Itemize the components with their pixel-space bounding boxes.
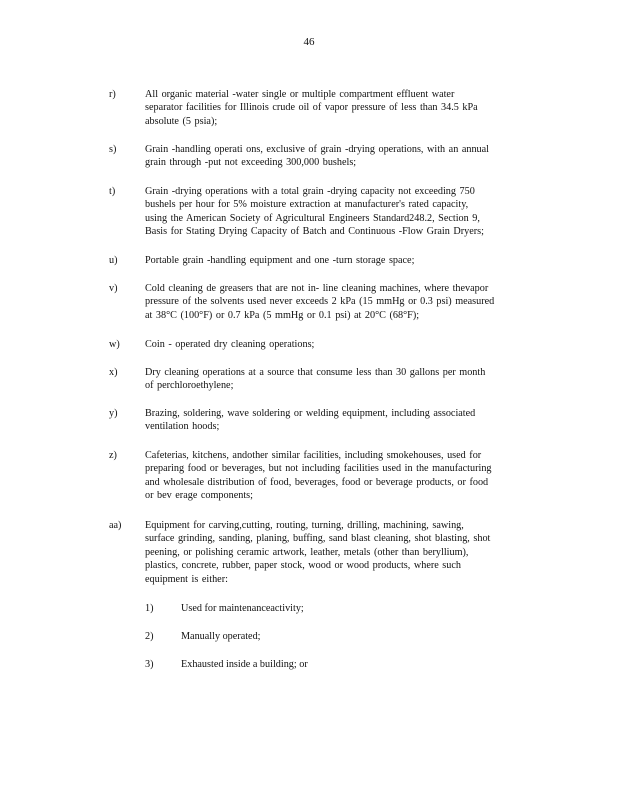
text-line: separator facilities for Illinois crude oil of vapor pressure of less than 34.5 kPa — [145, 102, 478, 114]
item-label: u) — [109, 255, 118, 266]
page-number: 46 — [303, 36, 315, 48]
item-text — [145, 88, 543, 128]
text-line: pressure of the solvents used never exceeds 2 kPa (15 mmHg or 0.3 psi) measured — [145, 296, 495, 308]
text-line: of perchloroethylene; — [145, 380, 234, 392]
item-text — [145, 338, 543, 351]
sub-item-label: 2) — [145, 631, 154, 642]
item-text — [145, 185, 543, 239]
item-label: s) — [109, 144, 117, 155]
text-line: bushels per hour for 5% moisture extraction at manufacturer's rated capacity, — [145, 199, 469, 211]
text-line: using the American Society of Agricultural Engineers Standard248.2, Section 9, — [145, 212, 480, 224]
item-label: x) — [109, 367, 118, 378]
text-line: and wholesale distribution of food, beverages, food or beverage products, or food — [145, 476, 489, 488]
text-line: Cafeterias, kitchens, andother similar facilities, including smokehouses, used for — [145, 450, 482, 461]
item-text — [145, 449, 543, 503]
item-text — [145, 519, 545, 586]
text-line: at 38°C (100°F) or 0.7 kPa (5 mmHg or 0.1 psi) at 20°C (68°F); — [145, 309, 420, 321]
text-line: absolute (5 psia); — [145, 115, 218, 127]
text-line: Dry cleaning operations at a source that consume less than 30 gallons per month — [145, 367, 486, 378]
item-text — [145, 407, 543, 434]
item-text — [145, 254, 543, 267]
text-line: Equipment for carving,cutting, routing, turning, drilling, machining, sawing, — [145, 520, 464, 531]
sub-item-text: Exhausted inside a building; or — [181, 659, 308, 670]
item-label: aa) — [109, 520, 122, 531]
text-line: Coin - operated dry cleaning operations; — [145, 339, 315, 350]
sub-item-text: Used for maintenanceactivity; — [181, 603, 304, 614]
item-label: t) — [109, 186, 116, 197]
item-label: r) — [109, 89, 116, 100]
text-line: plastics, concrete, rubber, paper stock, wood or wood products, where such — [145, 560, 461, 572]
text-line: Portable grain -handling equipment and one -turn storage space; — [145, 255, 415, 266]
text-line: Brazing, soldering, wave soldering or welding equipment, including associated — [145, 408, 476, 419]
item-text — [145, 143, 543, 170]
item-text — [145, 366, 543, 393]
text-line: All organic material -water single or multiple compartment effluent water — [145, 89, 455, 100]
item-text — [145, 282, 543, 322]
text-line: grain through -put not exceeding 300,000 bushels; — [145, 157, 357, 169]
sub-item-label: 3) — [145, 659, 154, 670]
sub-item-text: Manually operated; — [181, 631, 261, 642]
text-line: Grain -drying operations with a total grain -drying capacity not exceeding 750 — [145, 186, 475, 197]
item-label: y) — [109, 408, 118, 419]
item-label: z) — [109, 450, 117, 461]
text-line: Cold cleaning de greasers that are not in- line cleaning machines, where thevapor — [145, 283, 489, 294]
item-label: v) — [109, 283, 118, 294]
text-line: Basis for Stating Drying Capacity of Batch and Continuous -Flow Grain Dryers; — [145, 226, 484, 238]
text-line: preparing food or beverages, but not including facilities used in the manufacturing — [145, 463, 492, 475]
text-line: surface grinding, sanding, planing, buffing, sand blast cleaning, shot blasting, shot — [145, 533, 491, 545]
text-line: or bev erage components; — [145, 490, 253, 502]
sub-item-label: 1) — [145, 603, 154, 614]
text-line: ventilation hoods; — [145, 421, 220, 433]
item-label: w) — [109, 339, 120, 350]
text-line: peening, or polishing ceramic artwork, leather, metals (other than beryllium), — [145, 546, 469, 558]
text-line: equipment is either: — [145, 573, 228, 585]
text-line: Grain -handling operati ons, exclusive of grain -drying operations, with an annual — [145, 144, 489, 155]
